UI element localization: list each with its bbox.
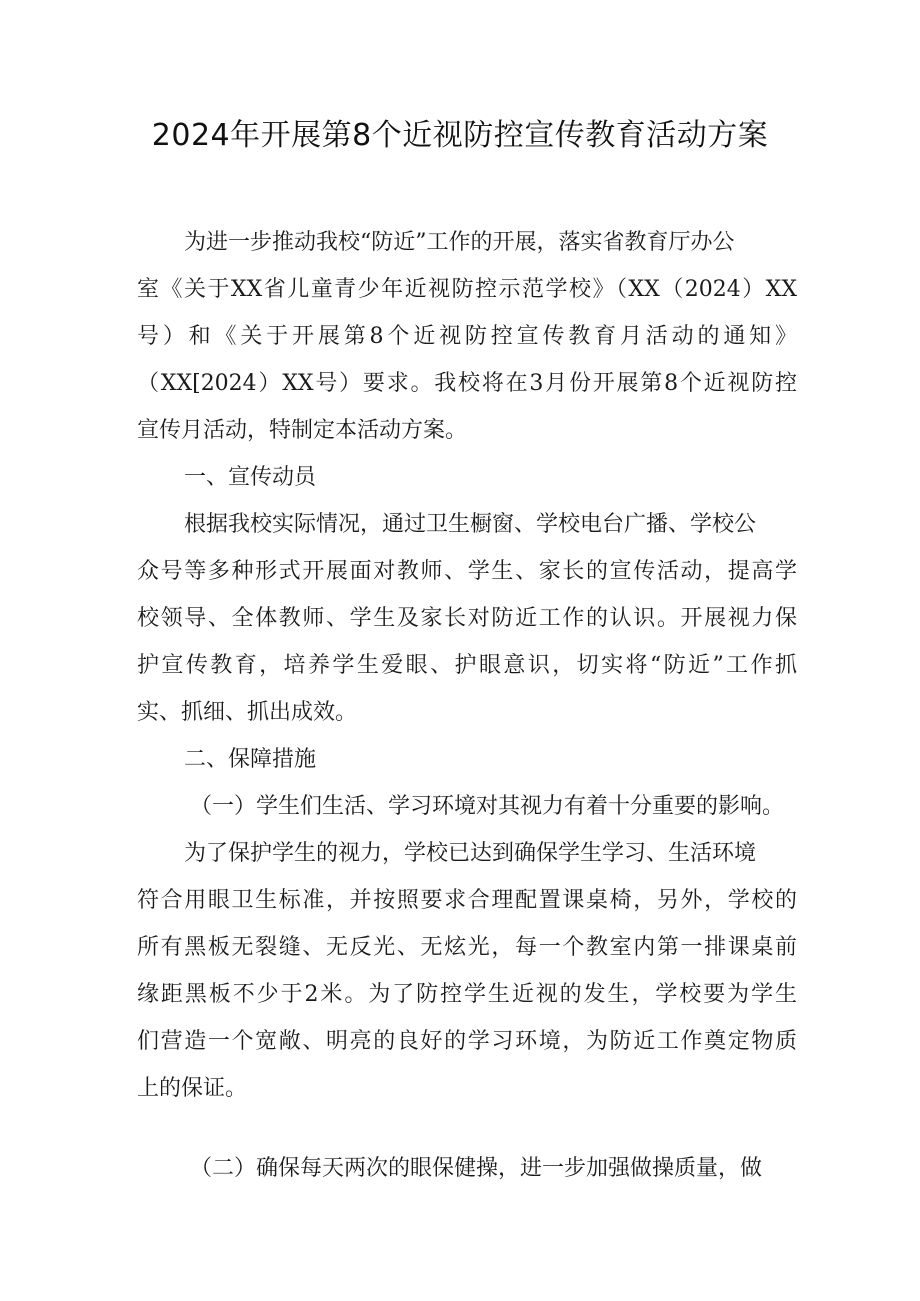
document-title: 2024年开展第8个近视防控宣传教育活动方案 — [151, 118, 769, 153]
section-heading-2: 二、保障措施 — [184, 747, 317, 772]
subsection-heading-1: （一）学生们生活、学习环境对其视力有着十分重要的影响。 — [190, 794, 785, 819]
paragraph-publicity-line-5: 实、抓细、抓出成效。 — [137, 700, 358, 725]
paragraph-intro-line-3: 号）和《关于开展第8个近视防控宣传教育月活动的通知》 — [137, 324, 797, 349]
paragraph-environment-line-6: 上的保证。 — [137, 1076, 248, 1101]
subsection-heading-2: （二）确保每天两次的眼保健操，进一步加强做操质量，做 — [190, 1156, 763, 1181]
paragraph-publicity-line-4: 护宣传教育，培养学生爱眼、护眼意识，切实将“防近”工作抓 — [137, 653, 797, 678]
paragraph-environment-line-1: 为了保护学生的视力，学校已达到确保学生学习、生活环境 — [184, 841, 757, 866]
paragraph-intro-line-1: 为进一步推动我校“防近”工作的开展，落实省教育厅办公 — [184, 230, 735, 255]
paragraph-publicity-line-1: 根据我校实际情况，通过卫生橱窗、学校电台广播、学校公 — [184, 512, 757, 537]
paragraph-environment-line-5: 们营造一个宽敞、明亮的良好的学习环境，为防近工作奠定物质 — [137, 1029, 797, 1054]
section-heading-1: 一、宣传动员 — [184, 465, 317, 490]
paragraph-intro-line-4: （XX[2024）XX号）要求。我校将在3月份开展第8个近视防控 — [137, 371, 797, 396]
paragraph-intro-line-5: 宣传月活动，特制定本活动方案。 — [137, 418, 468, 443]
paragraph-publicity-line-3: 校领导、全体教师、学生及家长对防近工作的认识。开展视力保 — [137, 606, 797, 631]
paragraph-publicity-line-2: 众号等多种形式开展面对教师、学生、家长的宣传活动，提高学 — [137, 559, 797, 584]
paragraph-environment-line-4: 缘距黑板不少于2米。为了防控学生近视的发生，学校要为学生 — [137, 982, 797, 1007]
paragraph-environment-line-2: 符合用眼卫生标准，并按照要求合理配置课桌椅，另外，学校的 — [137, 888, 797, 913]
paragraph-intro-line-2: 室《关于XX省儿童青少年近视防控示范学校》（XX（2024）XX — [137, 277, 797, 302]
paragraph-environment-line-3: 所有黑板无裂缝、无反光、无炫光，每一个教室内第一排课桌前 — [137, 935, 797, 960]
